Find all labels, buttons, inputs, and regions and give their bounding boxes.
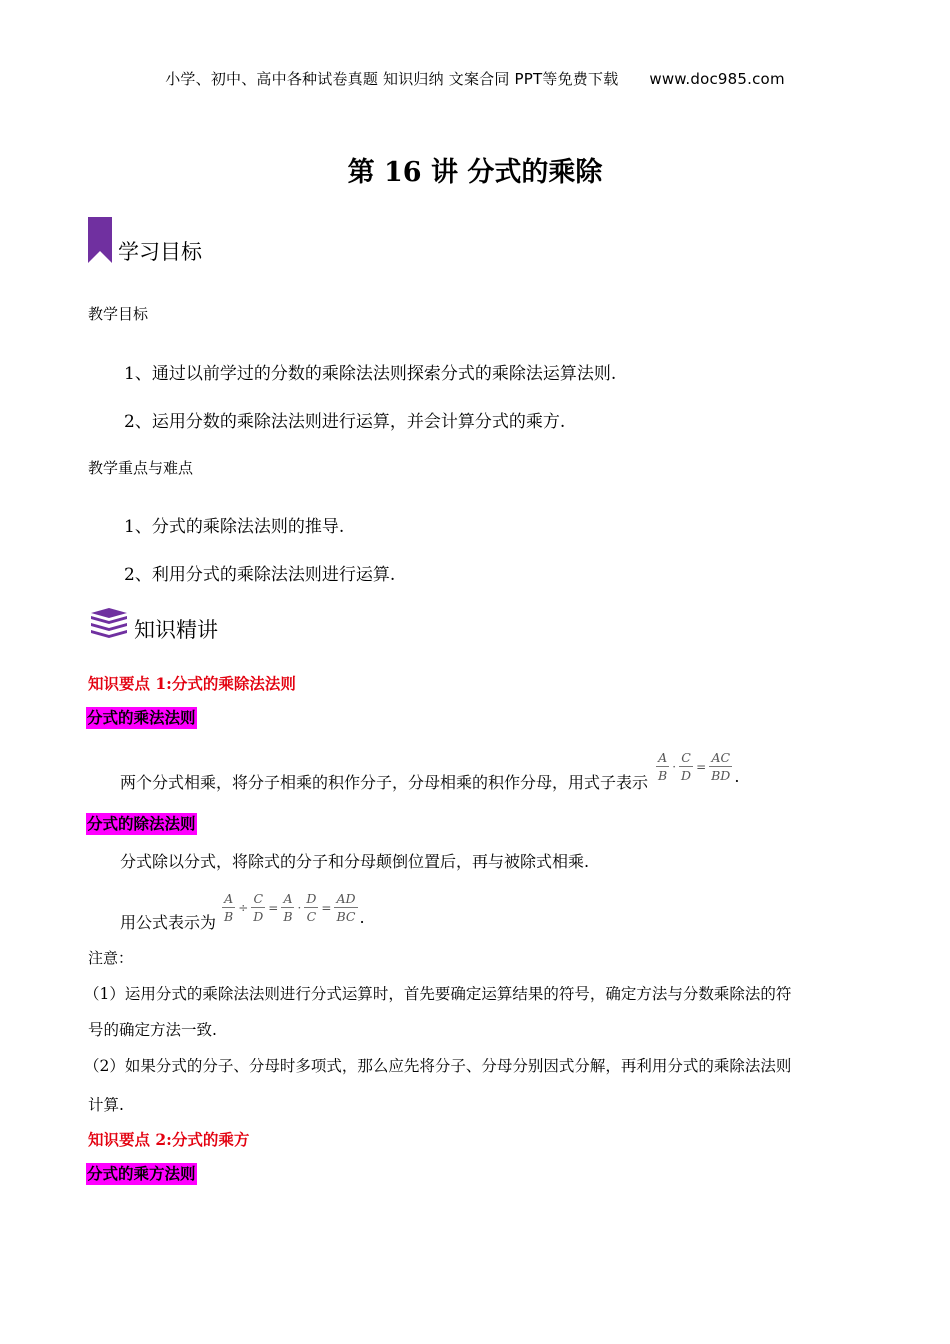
fraction: $\frac{D}{C}$ [306,891,317,924]
note-line: 号的确定方法一致. [88,1021,217,1039]
note-line: 计算. [88,1096,124,1114]
section-title: 学习目标 [118,240,202,264]
note-label: 注意： [88,949,134,967]
fraction: $\frac{A}{B}$ [658,750,668,783]
focus-label: 教学重点与难点 [88,459,194,477]
division-rule-text: 分式除以分式，将除式的分子和分母颠倒位置后，再与被除式相乘. [120,852,590,871]
division-formula: $\frac{A}{B}$ ÷ $\frac{C}{D}$ = $\frac{A}{B}$ · $\frac{D}{C}$ = $\frac{AD}{BC}$ . [224,891,365,927]
focus-item: 1、分式的乘除法法则的推导. [124,517,345,537]
goal-item: 1、通过以前学过的分数的乘除法法则探索分式的乘除法运算法则. [124,364,617,384]
books-icon [88,607,130,647]
goal-item: 2、运用分数的乘除法法则进行运算，并会计算分式的乘方. [124,412,566,432]
page-banner [0,68,950,89]
knowledge-point-title: 知识要点 1:分式的乘除法法则 [88,674,296,693]
section-heading-knowledge [88,607,218,647]
rule-label-highlight: 分式的乘法法则 [87,708,196,727]
knowledge-point-title: 知识要点 2:分式的乘方 [88,1130,250,1149]
fraction: $\frac{A}{B}$ [283,891,293,924]
note-line: （2）如果分式的分子、分母时多项式，那么应先将分子、分母分别因式分解，再利用分式的乘除法法则 [84,1057,792,1075]
page-title: 第 16 讲 分式的乘除 [347,157,603,188]
goals-label: 教学目标 [88,305,149,323]
note-line: （1）运用分式的乘除法法则进行分式运算时，首先要确定运算结果的符号，确定方法与分数乘除法的符 [84,985,792,1003]
bookmark-icon [88,217,112,263]
rule-label-highlight: 分式的除法法则 [87,814,196,833]
focus-item: 2、利用分式的乘除法法则进行运算. [124,565,396,585]
section-title: 知识精讲 [134,618,218,642]
fraction: $\frac{A}{B}$ [224,891,234,924]
banner-text: 小学、初中、高中各种试卷真题 知识归纳 文案合同 PPT等免费下载 [165,70,619,88]
rule-text: 两个分式相乘，将分子相乘的积作分子，分母相乘的积作分母，用式子表示 [120,773,649,792]
fraction: $\frac{AC}{BD}$ [711,750,731,783]
rule-label-highlight: 分式的乘方法则 [87,1164,196,1183]
fraction: $\frac{C}{D}$ [253,891,264,924]
fraction: $\frac{C}{D}$ [681,750,692,783]
multiplication-rule-paragraph [120,740,739,793]
banner-url[interactable]: www.doc985.com [649,70,785,88]
division-formula-line [120,882,365,933]
formula-prefix: 用公式表示为 [120,913,217,932]
multiplication-formula: $\frac{A}{B}$ · $\frac{C}{D}$ = $\frac{AC}{BD}$ . [658,750,740,786]
section-heading-goals [88,214,202,266]
fraction: $\frac{AD}{BC}$ [336,891,356,924]
